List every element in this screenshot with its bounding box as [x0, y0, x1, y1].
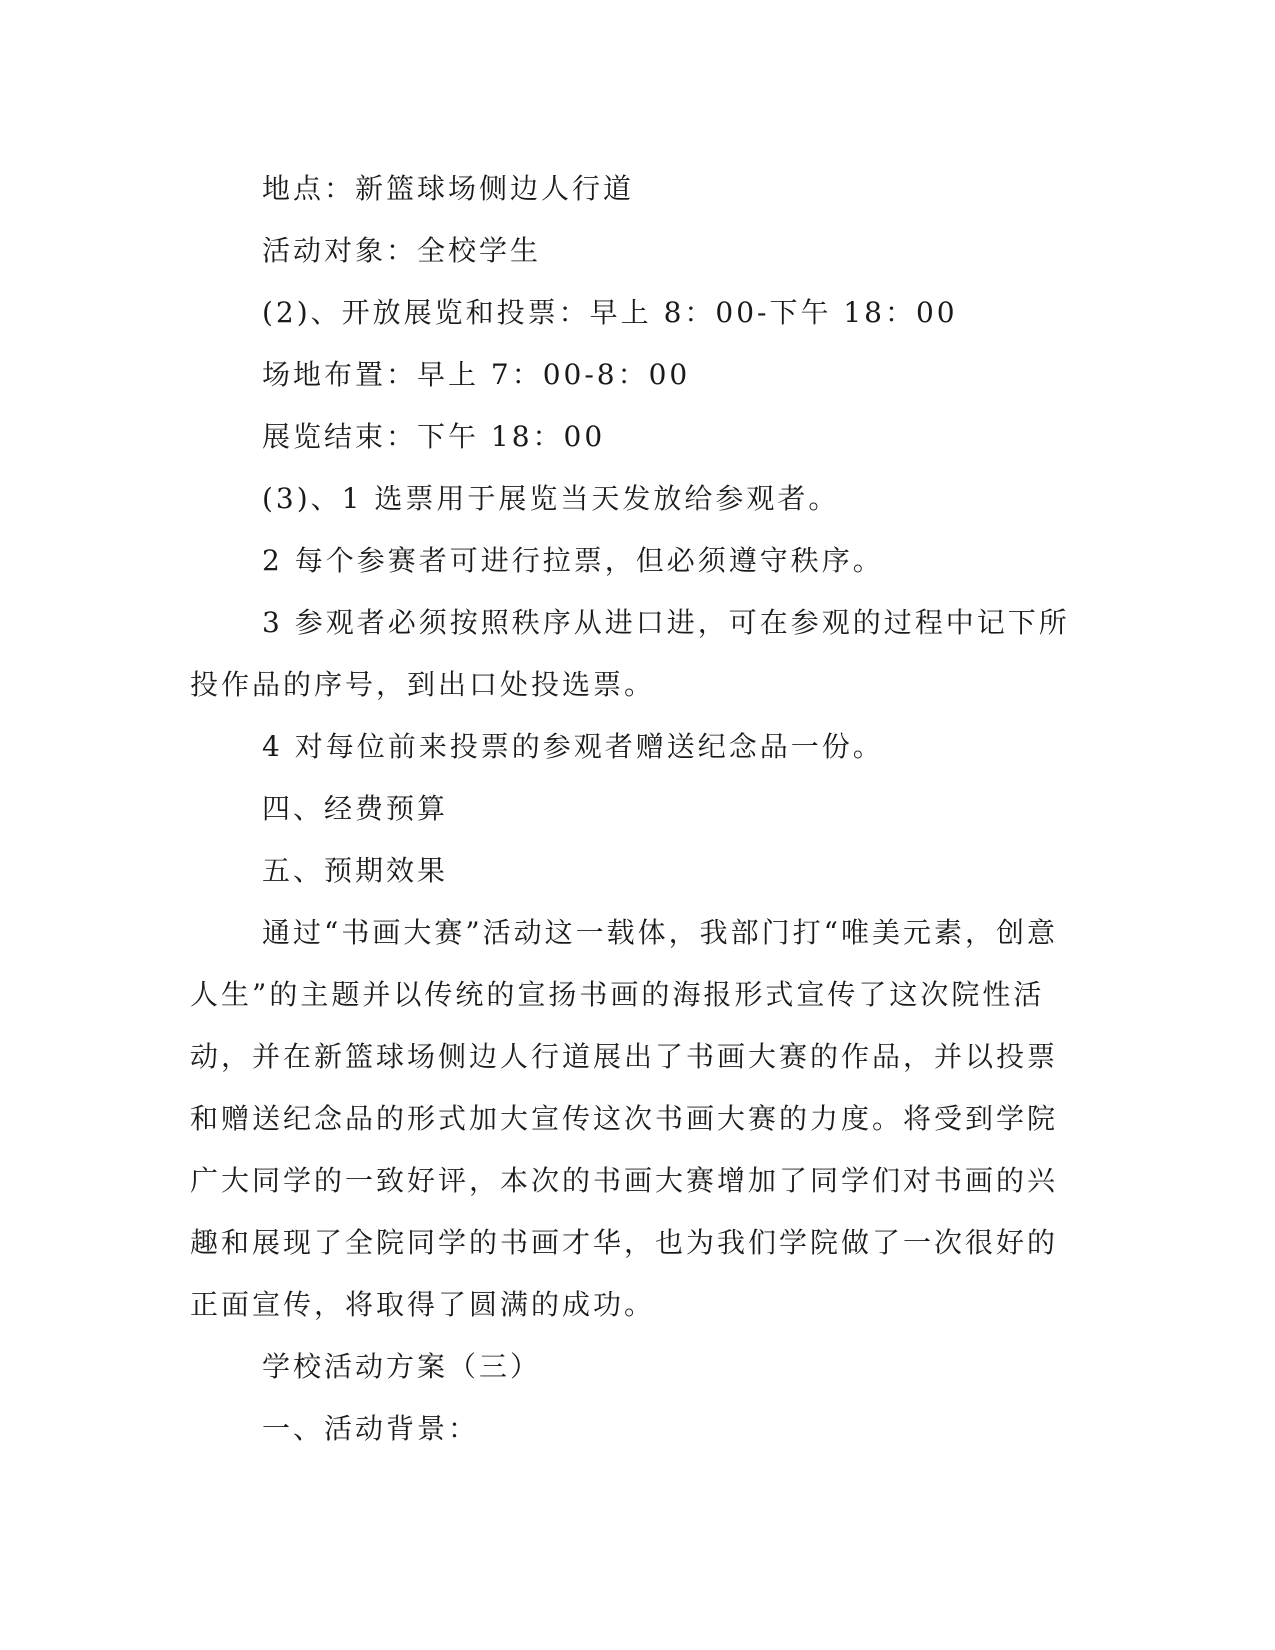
document-body: [190, 158, 1070, 1460]
heading-background: 一、活动背景：: [262, 1412, 480, 1445]
paragraph-exhibition-end: 展览结束：下午 18：00: [262, 420, 606, 453]
paragraph-exhibition-hours: (2)、开放展览和投票：早上 8：00-下午 18：00: [262, 296, 958, 329]
heading-plan-three: 学校活动方案（三）: [262, 1350, 542, 1383]
paragraph-setup-time: 场地布置：早上 7：00-8：00: [262, 358, 691, 391]
paragraph-souvenir: 4 对每位前来投票的参观者赠送纪念品一份。: [262, 730, 884, 763]
heading-budget: 四、经费预算: [262, 792, 449, 825]
paragraph-visitor-order: 3 参观者必须按照秩序从进口进，可在参观的过程中记下所投作品的序号，到出口处投选票。: [190, 606, 1070, 701]
heading-expected-effect: 五、预期效果: [262, 854, 449, 887]
paragraph-audience: 活动对象：全校学生: [262, 234, 542, 267]
paragraph-ballots: (3)、1 选票用于展览当天发放给参观者。: [262, 482, 840, 515]
paragraph-effect-body: 通过“书画大赛”活动这一载体，我部门打“唯美元素，创意人生”的主题并以传统的宣扬书画的海报形式宣传了这次院性活动，并在新篮球场侧边人行道展出了书画大赛的作品，并以投票和赠送纪念品的形式加大宣传这次书画大赛的力度。将受到学院广大同学的一致好评，本次的书画大赛增加了同学们对书画的兴趣和展现了全院同学的书画才华，也为我们学院做了一次很好的正面宣传，将取得了圆满的成功。: [190, 916, 1059, 1321]
paragraph-canvassing: 2 每个参赛者可进行拉票，但必须遵守秩序。: [262, 544, 884, 577]
paragraph-location: 地点：新篮球场侧边人行道: [262, 172, 635, 205]
